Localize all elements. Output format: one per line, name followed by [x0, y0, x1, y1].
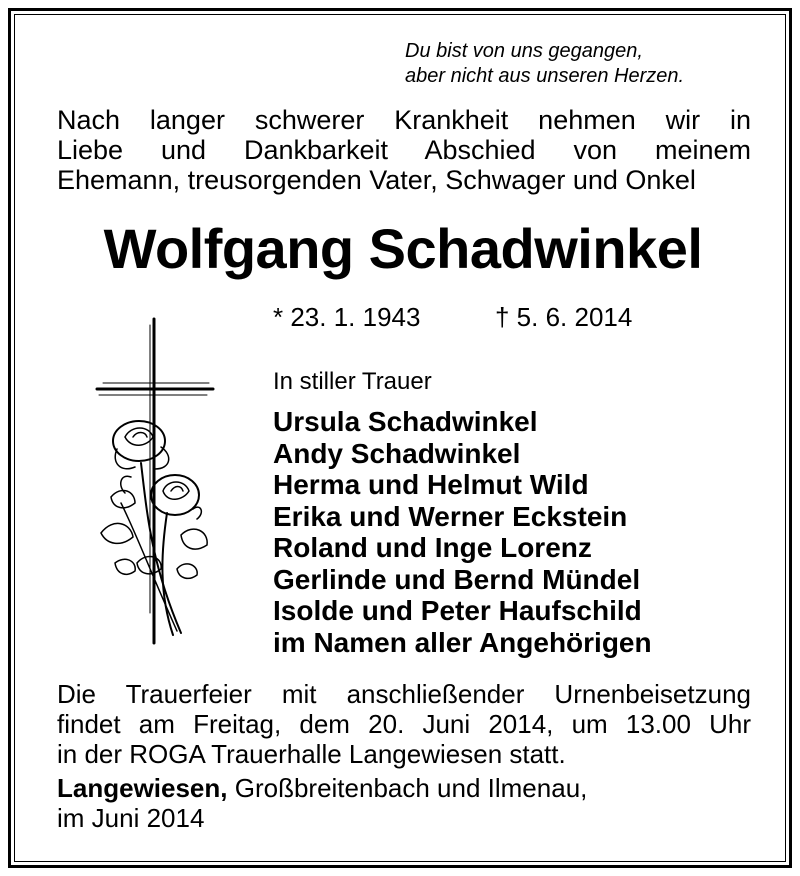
place-line: [57, 773, 587, 803]
cross-with-roses-icon: [81, 313, 231, 653]
mourner-name: Ursula Schadwinkel: [273, 406, 538, 437]
motto-line-2: aber nicht aus unseren Herzen.: [405, 65, 685, 87]
ceremony-line-1: Die Trauerfeier mit anschließender Urnenbeisetzung: [57, 679, 751, 709]
deceased-name: Wolfgang Schadwinkel: [103, 217, 703, 280]
mourning-header: In stiller Trauer: [273, 368, 432, 395]
mourner-name: Gerlinde und Bernd Mündel: [273, 563, 641, 595]
mourner-name: Roland und Inge Lorenz: [273, 532, 592, 563]
mourner-name: Herma und Helmut Wild: [273, 469, 589, 500]
ceremony-line-2: findet am Freitag, dem 20. Juni 2014, um 13.00 Uhr: [57, 709, 751, 739]
mourners-list: [273, 406, 652, 658]
place-rest: Großbreitenbach und Ilmenau,: [227, 773, 588, 803]
ceremony-text: [57, 679, 751, 769]
intro-line-2: Liebe und Dankbarkeit Abschied von meinem: [57, 135, 751, 165]
death-date: † 5. 6. 2014: [495, 302, 633, 332]
notice-date: im Juni 2014: [57, 803, 205, 833]
place-and-date: [57, 773, 587, 833]
motto-line-1: Du bist von uns gegangen,: [405, 40, 643, 62]
mourner-name: im Namen aller Angehörigen: [273, 626, 652, 658]
mourner-name: Isolde und Peter Haufschild: [273, 595, 642, 626]
mourner-name: Erika und Werner Eckstein: [273, 500, 628, 532]
birth-date: * 23. 1. 1943: [273, 302, 421, 332]
motto: [405, 39, 765, 89]
ceremony-line-3: in der ROGA Trauerhalle Langewiesen statt.: [57, 739, 566, 769]
intro-text: [57, 105, 751, 195]
obituary-frame: [8, 8, 792, 868]
intro-line-3: Ehemann, treusorgenden Vater, Schwager und Onkel: [57, 165, 696, 195]
mourner-name: Andy Schadwinkel: [273, 437, 521, 469]
place-town: Langewiesen,: [57, 773, 228, 803]
intro-line-1: Nach langer schwerer Krankheit nehmen wir in: [57, 105, 751, 135]
